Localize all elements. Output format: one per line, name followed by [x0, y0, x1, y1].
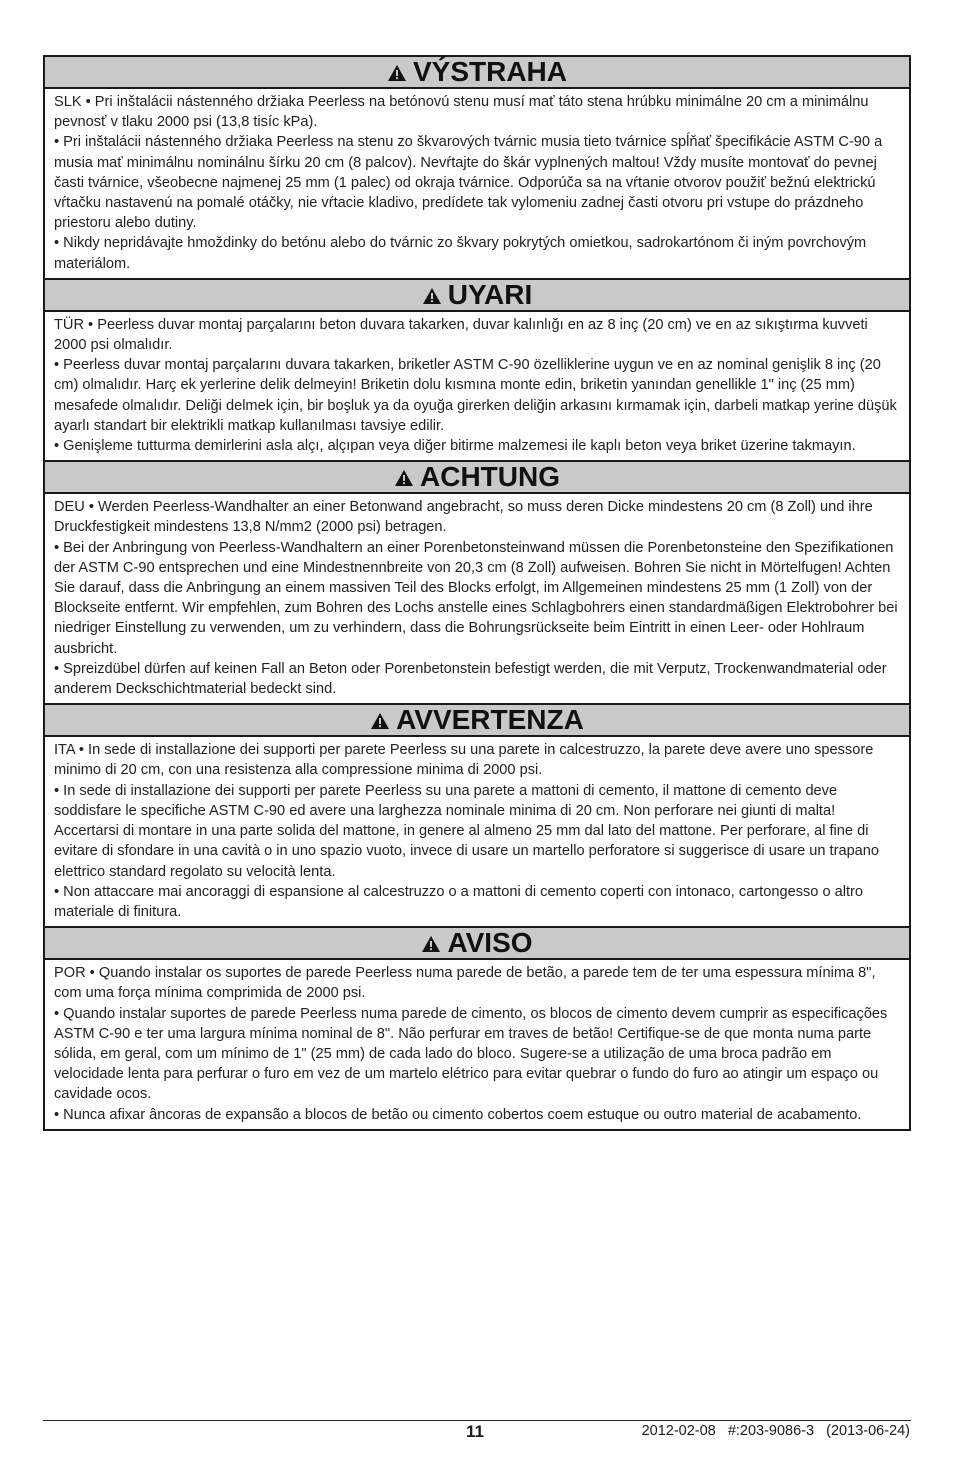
section-ita	[45, 703, 909, 926]
section-body	[45, 960, 909, 1129]
paragraph: • Genişleme tutturma demirlerini asla alçı, alçıpan veya diğer bitirme malzemesi ile kaplı beton veya briket üzerine takmayın.	[54, 438, 856, 455]
paragraph: • Peerless duvar montaj parçalarını duvara takarken, briketler ASTM C-90 özelliklerine uygun ve en az nominal genişlik 8 inç (20 cm) olmalıdır. Harç ek yerlerine delik delmeyin! Briketin dolu kısmına monte edin, briketin yanından genellikle 1" inç (25 mm) mesafede olmalıdır. Deliği delmek için, bir boşluk ya da oyuğa girerken deliğin arkasını kırmamak için, darbeli matkap yerine düşük ayarlı standart bir elektrikli matkap kullanılması tavsiye edilir.	[54, 357, 897, 434]
section-body	[45, 89, 909, 278]
document-reference: 2012-02-08 #:203-9086-3 (2013-06-24)	[641, 1423, 910, 1439]
page-number: 11	[466, 1422, 484, 1441]
section-title: VÝSTRAHA	[412, 56, 567, 87]
section-header	[45, 462, 909, 494]
paragraph: POR • Quando instalar os suportes de parede Peerless numa parede de betão, a parede tem de ter uma espessura mínima 8", com uma força mínima comprimida de 2000 psi.	[54, 965, 876, 1002]
section-title: ACHTUNG	[420, 461, 560, 493]
paragraph: SLK • Pri inštalácii nástenného držiaka Peerless na betónovú stenu musí mať táto stena hrúbku minimálne 20 cm a minimálnu pevnosť v tlaku 2000 psi (13,8 tisíc kPa).	[54, 94, 869, 131]
paragraph: • Spreizdübel dürfen auf keinen Fall an Beton oder Porenbetonstein befestigt werden, die mit Verputz, Trockenwandmaterial oder anderem Deckschichtmaterial bedeckt sind.	[54, 660, 887, 698]
paragraph: • Nunca afixar âncoras de expansão a blocos de betão ou cimento cobertos coem estuque ou outro material de acabamento.	[54, 1106, 862, 1123]
paragraph: ITA • In sede di installazione dei supporti per parete Peerless su una parete in calcestruzzo, la parete deve avere uno spessore minimo di 20 cm, con una resistenza alla compressione minima di 2000 psi.	[54, 742, 874, 779]
paragraph: • Nikdy nepridávajte hmoždinky do betónu alebo do tvárnic zo škvary pokrytých omietkou, sadrokartónom či iným povrchovým materiálom.	[54, 235, 867, 272]
warning-triangle-icon	[387, 64, 407, 82]
section-slk	[45, 57, 909, 278]
warning-triangle-icon	[394, 469, 414, 487]
section-header	[45, 280, 909, 312]
section-por	[45, 926, 909, 1129]
section-body	[45, 737, 909, 926]
warning-triangle-icon	[421, 935, 441, 953]
paragraph: • Quando instalar suportes de parede Peerless numa parede de cimento, os blocos de cimento devem cumprir as especificações ASTM C-90 e ter uma largura mínima nominal de 8". Não perfurar em traves de betão! Certifique-se de que monta numa parte sólida, em geral, com um mínimo de 1" (25 mm) de cada lado do bloco. Sugere-se a utilização de uma broca padrão em velocidade lenta para perfurar o furo em vez de um martelo elétrico para evitar quebrar o fundo do furo ao atingir um espaço ou cavidade ocos.	[54, 1005, 888, 1103]
section-title: AVISO	[447, 927, 533, 959]
section-title: UYARI	[447, 278, 533, 310]
paragraph: • Pri inštalácii nástenného držiaka Peerless na stenu zo škvarových tvárnic musia tieto tvárnice spĺňať špecifikácie ASTM C-90 a musia mať minimálnu nominálnu šírku 20 cm (8 palcov). Nevŕtajte do škár vyplnených maltou! Vždy musíte montovať do pevnej časti tvárnice, všeobecne najmenej 25 mm (1 palec) od okraja tvárnice. Odporúča sa na vŕtanie otvorov použiť bežnú elektrickú vŕtačku nastavenú na pomalé otáčky, nie vŕtacie kladivo, predídete tak vylomeniu zadnej časti otvoru pri vstupe do prázdneho priestoru alebo dutiny.	[54, 134, 883, 232]
section-deu	[45, 460, 909, 703]
warning-triangle-icon	[422, 287, 442, 305]
paragraph: TÜR • Peerless duvar montaj parçalarını beton duvara takarken, duvar kalınlığı en az 8 inç (20 cm) ve en az sıkıştırma kuvveti 2000 psi olmalıdır.	[54, 316, 868, 354]
warning-triangle-icon	[370, 712, 390, 730]
paragraph: DEU • Werden Peerless-Wandhalter an einer Betonwand angebracht, so muss deren Dicke mindestens 20 cm (8 Zoll) und ihre Druckfestigkeit mindestens 13,8 N/mm2 (2000 psi) betragen.	[54, 499, 873, 536]
section-header	[45, 57, 909, 89]
paragraph: • In sede di installazione dei supporti per parete Peerless su una parete a mattoni di cemento, il mattone di cemento deve soddisfare le specifiche ASTM C-90 ed avere una larghezza nominale minima di 20 cm. Non perforare nei giunti di malta! Accertarsi di montare in una parte solida del mattone, in genere al almeno 25 mm dal lato del mattone. Per perforare, al fine di evitare di sfondare in una cavità o in uno spazio vuoto, invece di usare un martello perforatore si suggerisce di usare un trapano elettrico standard regolato su velocità lenta.	[54, 782, 880, 880]
section-body	[45, 312, 909, 460]
paragraph: • Non attaccare mai ancoraggi di espansione al calcestruzzo o a mattoni di cemento coperti con intonaco, cartongesso o altro materiale di finitura.	[54, 883, 864, 920]
section-header	[45, 928, 909, 960]
section-header	[45, 705, 909, 737]
warning-sheet	[43, 55, 911, 1131]
paragraph: • Bei der Anbringung von Peerless-Wandhaltern an einer Porenbetonsteinwand müssen die Porenbetonsteine den Spezifikationen der ASTM C-90 entsprechen und eine Mindestnennbreite von 20,3 cm (8 Zoll) aufweisen. Bohren Sie nicht in Mörtelfugen! Achten Sie darauf, dass die Anbringung an einem massiven Teil des Blocks erfolgt, im Allgemeinen mindestens 25 mm (1 Zoll) von der Blockseite entfernt. Wir empfehlen, zum Bohren des Lochs anstelle eines Schlagbohrers einen standardmäßigen Elektrobohrer bei niedriger Einstellung zu verwenden, um zu verhindern, dass die Bohrungsrückseite beim Eintritt in einen Leer- oder Hohlraum ausbricht.	[54, 539, 898, 657]
footer-divider	[43, 1420, 911, 1421]
section-body	[45, 494, 909, 703]
section-tur	[45, 278, 909, 460]
section-title: AVVERTENZA	[396, 704, 584, 736]
